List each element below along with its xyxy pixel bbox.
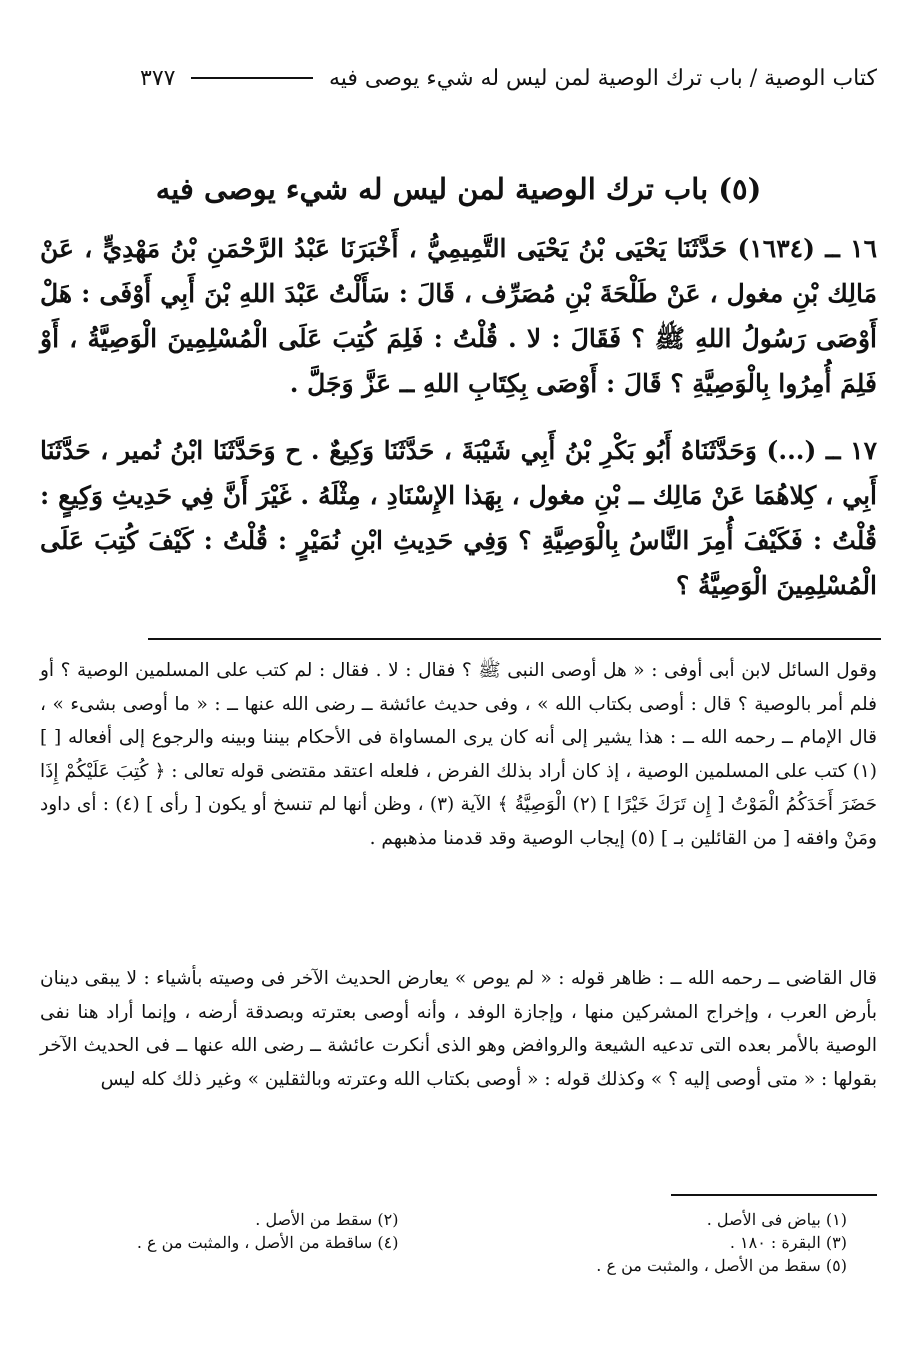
footnote: (٢) سقط من الأصل . xyxy=(255,1210,399,1229)
footnotes xyxy=(40,1208,877,1277)
hadith-paragraph: ١٦ ــ (١٦٣٤) حَدَّثَنَا يَحْيَى بْنُ يَحْيَى التَّمِيمِيُّ ، أَخْبَرَنَا عَبْدُ الرَّحْمَنِ بْنُ مَهْدِيٍّ ، عَنْ مَالِك بْنِ مغول ، عَنْ طَلْحَةَ بْنِ مُصَرِّف ، قَالَ : سَأَلْتُ عَبْدَ اللهِ بْنَ أَبِي أَوْفَى : هَلْ أَوْصَى رَسُولُ اللهِ ﷺ ؟ فَقَالَ : لا . قُلْتُ : فَلِمَ كُتِبَ عَلَى الْمُسْلِمِينَ الْوَصِيَّةُ ، أَوْ فَلِمَ أُمِرُوا بِالْوَصِيَّةِ ؟ قَالَ : أَوْصَى بِكِتَابِ اللهِ ــ عَزَّ وَجَلَّ . xyxy=(40,234,877,398)
footnote: (٣) البقرة : ١٨٠ . xyxy=(729,1233,847,1252)
page-header xyxy=(140,58,877,98)
header-rule xyxy=(191,77,313,79)
commentary-paragraph: وقول السائل لابن أبى أوفى : « هل أوصى النبى ﷺ ؟ فقال : لا . فقال : لم كتب على المسلمين الوصية ؟ أو فلم أمر بالوصية ؟ قال : أوصى بكتاب الله » ، وفى حديث عائشة ــ رضى الله عنها ــ : « ما أوصى بشىء » ، قال الإمام ــ رحمه الله ــ : هذا يشير إلى أنه كان يرى المساواة فى الأحكام بيننا وبينه والرجوع إلى أفعاله [ ](١) كتب على المسلمين الوصية ، إذ كان أراد بذلك الفرض ، فلعله اعتقد مقتضى قوله تعالى : ﴿ كُتِبَ عَلَيْكُمْ إِذَا حَضَرَ أَحَدَكُمُ الْمَوْتُ [ إِن تَرَكَ خَيْرًا ] (٢) الْوَصِيَّةُ ﴾ الآية (٣) ، وظن أنها لم تنسخ أو يكون [ رأى ] (٤) : أى داود ومَنْ وافقه [ من القائلين بـ ] (٥) إيجاب الوصية وقد قدمنا مذهبهم . xyxy=(40,660,878,849)
running-title: كتاب الوصية / باب ترك الوصية لمن ليس له شيء يوصى فيه xyxy=(328,65,877,91)
footnote: (٤) ساقطة من الأصل ، والمثبت من ع . xyxy=(136,1233,399,1252)
footnote-divider xyxy=(671,1194,877,1196)
footnote: (١) بياض فى الأصل . xyxy=(706,1210,847,1229)
page-number: ٣٧٧ xyxy=(140,65,176,91)
footnote: (٥) سقط من الأصل ، والمثبت من ع . xyxy=(596,1256,847,1275)
commentary-paragraph: قال القاضى ــ رحمه الله ــ : ظاهر قوله : « لم يوص » يعارض الحديث الآخر فى وصيته بأشياء : لا يبقى دينان بأرض العرب ، وإخراج المشركين منها ، وإجازة الوفد ، وأنه أوصى بعترته وبصدقة أرضه ، وإنما أراد هنا نفى الوصية بالأمر بعده التى تدعيه الشيعة والروافض وهو الذى أنكرت عائشة ــ رضى الله عنها ــ فى الحديث الآخر بقولها : « متى أوصى إليه ؟ » وكذلك قوله : « أوصى بكتاب الله وعترته وبالثقلين » وغير ذلك كله ليس xyxy=(40,968,877,1090)
chapter-title: (٥) باب ترك الوصية لمن ليس له شيء يوصى فيه xyxy=(155,172,762,206)
hadith-paragraph: ١٧ ــ (...) وَحَدَّثَنَاهُ أَبُو بَكْرِ بْنُ أَبِي شَيْبَةَ ، حَدَّثَنَا وَكِيعٌ . ح وَحَدَّثَنَا ابْنُ نُمير ، حَدَّثَنَا أَبِي ، كِلاهُمَا عَنْ مَالِك ــ بْنِ مغول ، بِهَذا الإِسْنَادِ ، مِثْلَهُ . غَيْرَ أَنَّ فِي حَدِيثِ وَكِيعٍ : قُلْتُ : فَكَيْفَ أُمِرَ النَّاسُ بِالْوَصِيَّةِ ؟ وَفِي حَدِيثِ ابْنِ نُمَيْرٍ : قُلْتُ : كَيْفَ كُتِبَ عَلَى الْمُسْلِمِينَ الْوَصِيَّةُ ؟ xyxy=(40,436,878,600)
commentary-divider xyxy=(148,638,881,640)
